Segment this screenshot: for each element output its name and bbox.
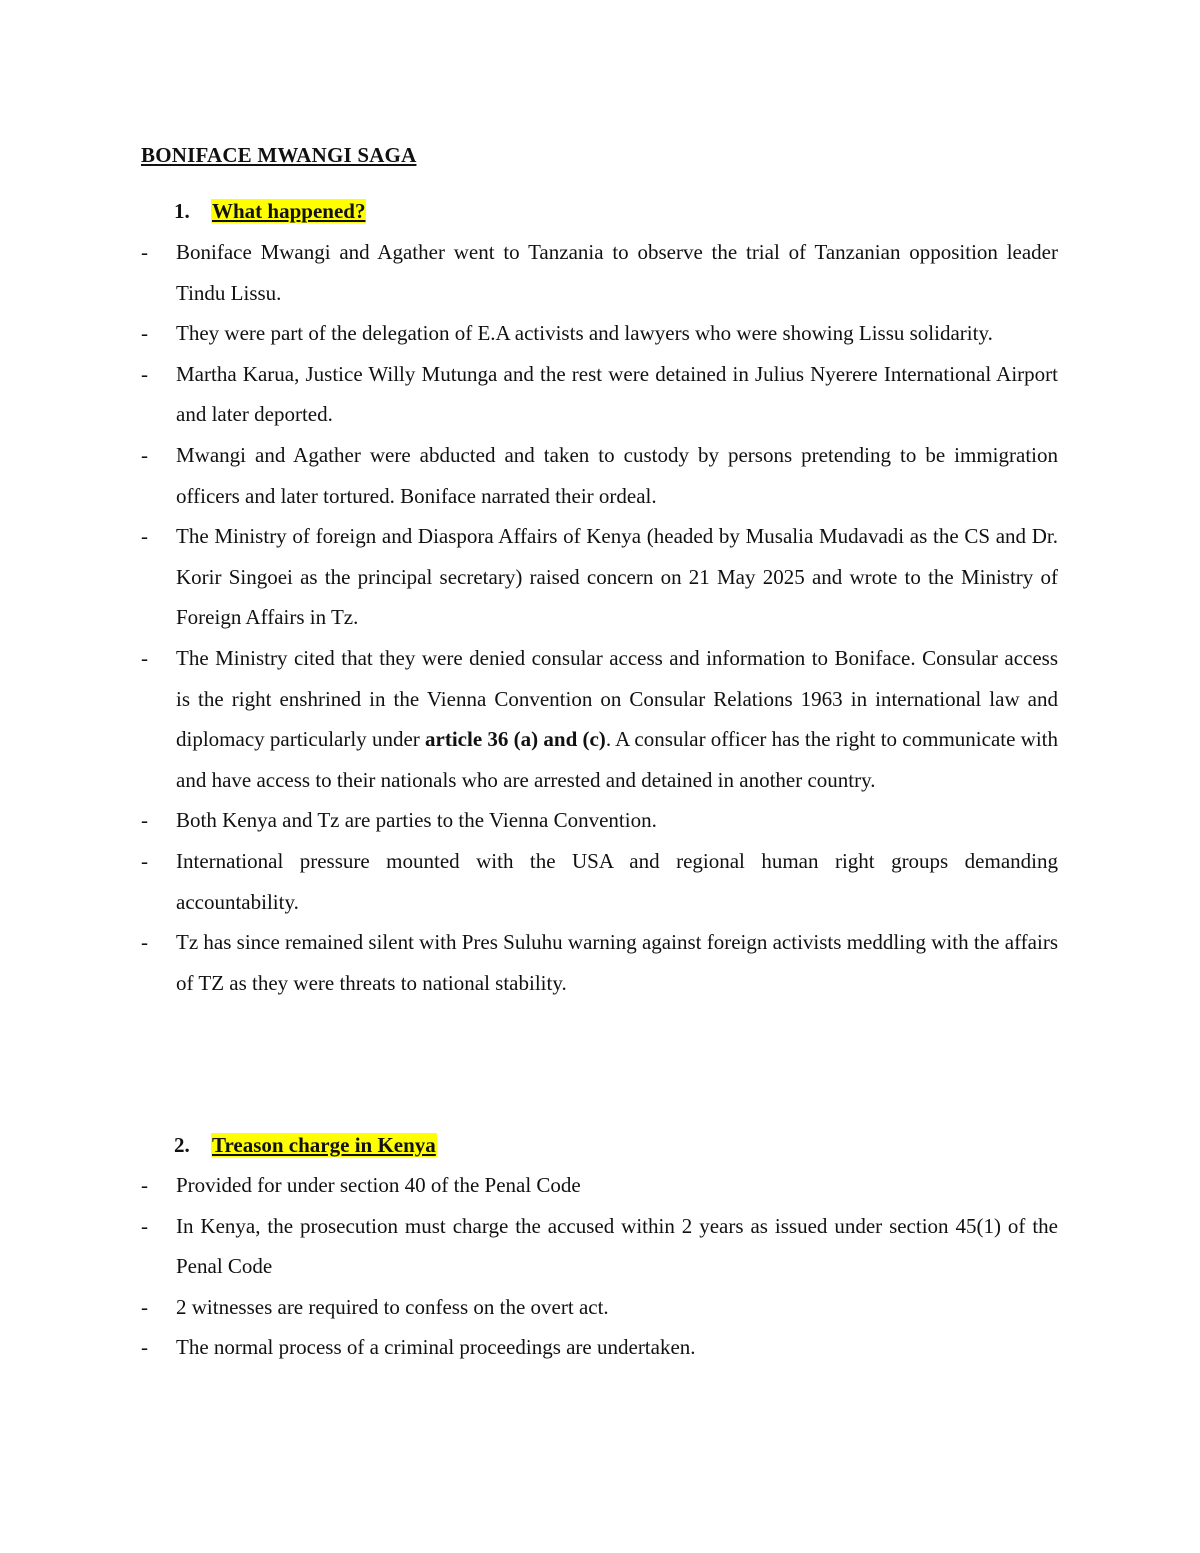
list-item-text: Boniface Mwangi and Agather went to Tanzania to observe the trial of Tanzanian opposition leader Tindu Lissu. <box>176 240 1058 305</box>
dash-bullet: - <box>141 240 148 264</box>
section-number: 2. <box>174 1133 190 1157</box>
list-item-text-before: The Ministry cited that they were denied consular access and information to Boniface. Consular access is the right enshrined in the Vienna Convention on Consular Relations 1963 in international law and diplomacy particularly under <box>176 645 1058 752</box>
list-item <box>141 800 1058 841</box>
section-heading-what-happened <box>174 199 366 224</box>
section-heading-treason-charge <box>174 1133 437 1158</box>
dash-bullet: - <box>141 930 148 955</box>
list-item-text-after: . A consular officer has the right to communicate with and have access to their nationals who are arrested and detained in another country. <box>176 727 1059 792</box>
section-number: 1. <box>174 199 190 223</box>
list-item <box>141 232 1058 313</box>
list-item-text: Mwangi and Agather were abducted and taken to custody by persons pretending to be immigration officers and later tortured. Boniface narrated their ordeal. <box>176 442 1058 508</box>
dash-bullet: - <box>141 1173 148 1197</box>
list-item-text: They were part of the delegation of E.A activists and lawyers who were showing Lissu solidarity. <box>176 321 993 346</box>
list-item <box>141 1206 1058 1287</box>
list-item-text: Both Kenya and Tz are parties to the Vienna Convention. <box>176 808 657 833</box>
list-item <box>141 1165 1058 1206</box>
dash-bullet: - <box>141 808 148 833</box>
list-item-text: Tz has since remained silent with Pres Suluhu warning against foreign activists meddling with the affairs of TZ as they were threats to national stability. <box>176 930 1058 995</box>
dash-bullet: - <box>141 1213 148 1238</box>
dash-bullet: - <box>141 524 148 549</box>
list-item <box>141 922 1058 1003</box>
list-item-text: The Ministry of foreign and Diaspora Affairs of Kenya (headed by Musalia Mudavadi as the CS and Dr. Korir Singoei as the principal secretary) raised concern on 21 May 2025 and wrote to the Ministry of Foreign Affairs in Tz. <box>176 524 1058 630</box>
list-item-text: Martha Karua, Justice Willy Mutunga and the rest were detained in Julius Nyerere International Airport and later deported. <box>176 361 1058 427</box>
list-item-text: Provided for under section 40 of the Penal Code <box>176 1173 581 1197</box>
list-item <box>141 313 1058 354</box>
dash-bullet: - <box>141 1335 148 1360</box>
dash-bullet: - <box>141 361 148 386</box>
section-title: What happened? <box>212 199 366 223</box>
list-item <box>141 841 1058 922</box>
list-item-text: International pressure mounted with the USA and regional human right groups demanding accountability. <box>176 848 1058 914</box>
list-item <box>141 1327 1058 1368</box>
document-title: BONIFACE MWANGI SAGA <box>141 143 417 167</box>
section-2-bullet-list <box>141 1165 1058 1368</box>
list-item-bold-reference: article 36 (a) and (c) <box>425 727 606 752</box>
list-item <box>141 638 1058 800</box>
dash-bullet: - <box>141 321 148 346</box>
list-item <box>141 516 1058 638</box>
section-1-bullet-list <box>141 232 1058 1003</box>
list-item <box>141 354 1058 435</box>
list-item-text: The normal process of a criminal proceedings are undertaken. <box>176 1335 696 1360</box>
dash-bullet: - <box>141 1294 148 1319</box>
dash-bullet: - <box>141 442 148 467</box>
list-item-text: In Kenya, the prosecution must charge the accused within 2 years as issued under section 45(1) of the Penal Code <box>176 1213 1058 1279</box>
list-item <box>141 1287 1058 1328</box>
list-item-text: 2 witnesses are required to confess on the overt act. <box>176 1294 609 1319</box>
section-title: Treason charge in Kenya <box>212 1133 436 1157</box>
dash-bullet: - <box>141 848 148 873</box>
dash-bullet: - <box>141 645 148 670</box>
list-item <box>141 435 1058 516</box>
